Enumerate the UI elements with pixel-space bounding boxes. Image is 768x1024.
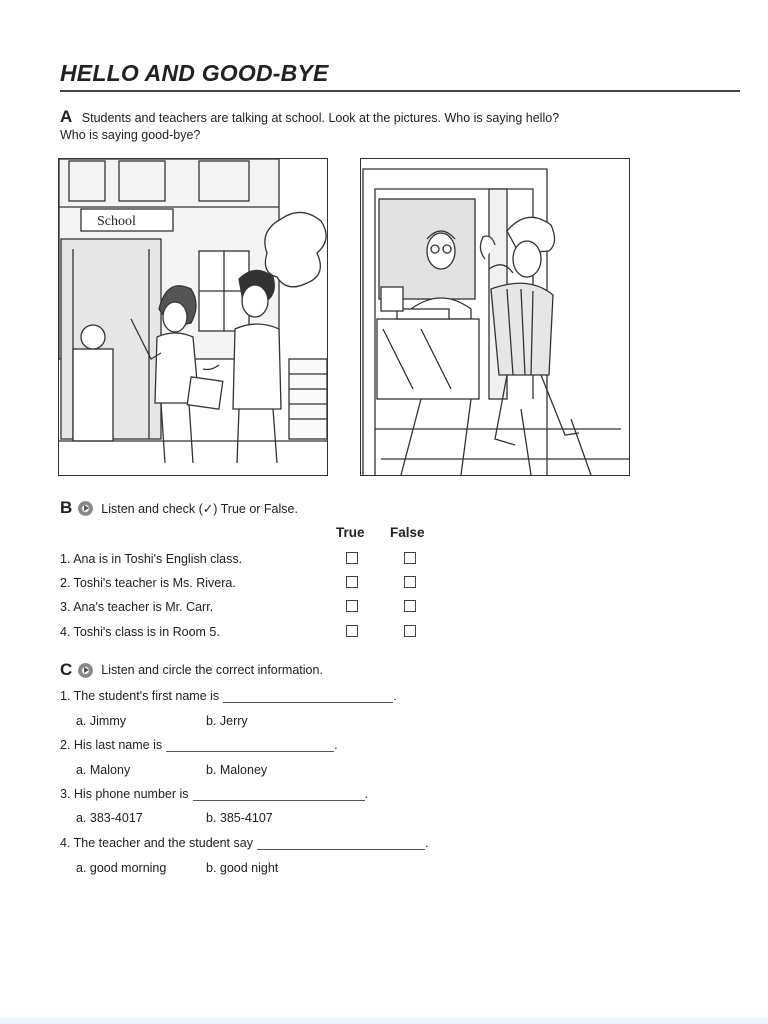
section-b-letter: B [60,498,73,517]
column-header-false: False [390,525,425,540]
picture-hello [58,158,328,476]
option-a[interactable]: a. Jimmy [76,714,126,728]
title-divider [60,90,740,92]
audio-play-icon[interactable] [78,501,93,516]
option-b[interactable]: b. good night [206,861,279,875]
section-c-letter: C [60,660,73,679]
question-end: . [334,738,338,752]
question-prompt: 3. His phone number is [60,787,189,801]
true-checkbox[interactable] [346,576,358,588]
question-1 [60,689,397,703]
option-b[interactable]: b. 385-4107 [206,811,273,825]
true-false-statement: 1. Ana is in Toshi's English class. [60,552,243,566]
false-checkbox[interactable] [404,625,416,637]
section-b-text: Listen and check (✓) True or False. [101,501,298,516]
column-header-true: True [336,525,365,540]
question-4 [60,836,428,850]
answer-blank[interactable] [223,690,393,703]
option-a[interactable]: a. 383-4017 [76,811,143,825]
false-checkbox[interactable] [404,576,416,588]
option-a[interactable]: a. Malony [76,763,131,777]
true-false-statement: 2. Toshi's teacher is Ms. Rivera. [60,576,236,590]
picture-goodbye-illustration [361,159,629,475]
question-3 [60,787,368,801]
school-sign: School [97,214,136,229]
question-prompt: 4. The teacher and the student say [60,836,253,850]
true-false-statement: 4. Toshi's class is in Room 5. [60,625,220,639]
section-a-instructions [60,108,580,144]
option-b[interactable]: b. Jerry [206,714,248,728]
false-checkbox[interactable] [404,552,416,564]
section-a-text: Students and teachers are talking at school. Look at the pictures. Who is saying hello? Who is saying good-bye? [60,111,560,142]
option-a[interactable]: a. good morning [76,861,167,875]
audio-play-icon[interactable] [78,663,93,678]
answer-blank[interactable] [257,837,425,850]
true-checkbox[interactable] [346,600,358,612]
question-end: . [424,836,429,850]
answer-blank[interactable] [193,788,365,801]
true-checkbox[interactable] [346,625,358,637]
option-b[interactable]: b. Maloney [206,763,268,777]
true-false-statement: 3. Ana's teacher is Mr. Carr. [60,600,214,614]
question-prompt: 2. His last name is [60,738,163,752]
question-end: . [364,787,369,801]
page-title: HELLO AND GOOD-BYE [60,60,329,86]
section-c-instructions [60,660,323,680]
question-2 [60,738,338,752]
picture-goodbye [360,158,630,476]
question-end: . [393,689,397,703]
true-checkbox[interactable] [346,552,358,564]
answer-blank[interactable] [166,739,334,752]
page-bottom-edge [0,1018,768,1024]
question-prompt: 1. The student's first name is [60,689,220,703]
section-b-instructions [60,498,298,518]
section-a-letter: A [60,107,73,126]
section-c-text: Listen and circle the correct information. [101,663,323,677]
picture-hello-illustration [59,159,327,475]
false-checkbox[interactable] [404,600,416,612]
